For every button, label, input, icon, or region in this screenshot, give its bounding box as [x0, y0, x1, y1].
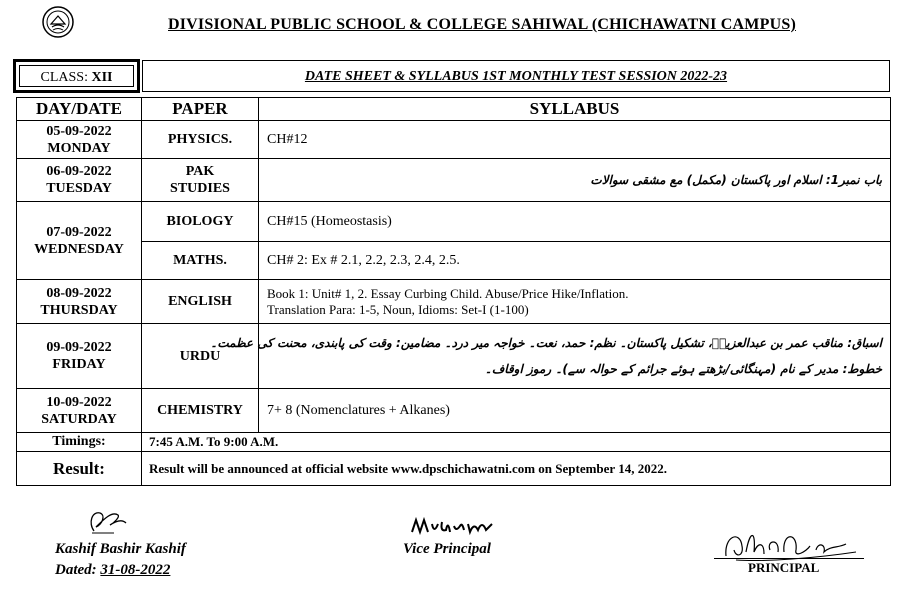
timings-label: Timings:: [17, 433, 142, 452]
table-row: [17, 389, 891, 433]
class-value: XII: [91, 70, 113, 85]
day-date-cell: 07-09-2022 WEDNESDAY: [17, 202, 142, 280]
header-paper: PAPER: [142, 98, 259, 121]
syllabus-cell: 7+ 8 (Nomenclatures + Alkanes): [259, 389, 891, 433]
syllabus-cell: CH#12: [259, 121, 891, 159]
table-row: [17, 324, 891, 389]
date-sheet-title: DATE SHEET & SYLLABUS 1ST MONTHLY TEST SESSION 2022-23: [142, 60, 890, 92]
paper-cell: MATHS.: [142, 242, 259, 280]
syllabus-cell-urdu: اسباق: مناقب عمر بن عبدالعزیزؒ، تشکیل پاکستان۔ نظم: حمد، نعت۔ خواجہ میر درد۔ مضامین: وقت کی پابندی، محنت کی عظمت۔ خطوط: مدیر کے نام (مہنگائی/بڑھتے ہوئے جرائم کے حوالہ سے)۔ رموز اوقاف۔: [259, 324, 891, 389]
table-row: [17, 242, 891, 280]
day-date-cell: 09-09-2022 FRIDAY: [17, 324, 142, 389]
table-row: [17, 121, 891, 159]
paper-cell: ENGLISH: [142, 280, 259, 324]
paper-cell: CHEMISTRY: [142, 389, 259, 433]
syllabus-cell: CH#15 (Homeostasis): [259, 202, 891, 242]
vice-principal-title: Vice Principal: [403, 541, 491, 557]
result-row: [17, 452, 891, 486]
dated-label: Dated:: [55, 562, 97, 578]
table-row: [17, 202, 891, 242]
signature-kashif-icon: [84, 505, 130, 537]
timings-value: 7:45 A.M. To 9:00 A.M.: [142, 433, 891, 452]
syllabus-cell: CH# 2: Ex # 2.1, 2.2, 2.3, 2.4, 2.5.: [259, 242, 891, 280]
table-row: [17, 159, 891, 202]
dated-value: 31-08-2022: [100, 562, 171, 578]
class-box: [13, 59, 140, 93]
principal-signature-line: [714, 558, 864, 559]
result-label: Result:: [17, 452, 142, 486]
school-name: DIVISIONAL PUBLIC SCHOOL & COLLEGE SAHIWAL (CHICHAWATNI CAMPUS): [168, 16, 796, 33]
syllabus-cell-urdu: باب نمبر1: اسلام اور پاکستان (مکمل) مع مشقی سوالات: [259, 159, 891, 202]
signature-vice-principal-icon: [408, 512, 508, 542]
day-date-cell: 08-09-2022 THURSDAY: [17, 280, 142, 324]
class-box-inner: [19, 65, 134, 87]
day-date-cell: 06-09-2022 TUESDAY: [17, 159, 142, 202]
signatory-name: Kashif Bashir Kashif: [55, 541, 186, 557]
header-syllabus: SYLLABUS: [259, 98, 891, 121]
principal-title: PRINCIPAL: [748, 560, 820, 575]
table-row: [17, 280, 891, 324]
paper-cell: PAK STUDIES: [142, 159, 259, 202]
school-logo-icon: [42, 6, 74, 38]
dated-line: [55, 562, 170, 579]
day-date-cell: 10-09-2022 SATURDAY: [17, 389, 142, 433]
table-header-row: [17, 98, 891, 121]
day-date-cell: 05-09-2022 MONDAY: [17, 121, 142, 159]
syllabus-cell: Book 1: Unit# 1, 2. Essay Curbing Child. Abuse/Price Hike/Inflation. Translation Para: 1-5, Noun, Idioms: Set-I (1-100): [259, 280, 891, 324]
timings-row: [17, 433, 891, 452]
header-day-date: DAY/DATE: [17, 98, 142, 121]
paper-cell: URDU: [142, 324, 259, 389]
class-label: CLASS:: [40, 70, 88, 85]
paper-cell: PHYSICS.: [142, 121, 259, 159]
date-sheet-table: [16, 97, 891, 486]
paper-cell: BIOLOGY: [142, 202, 259, 242]
result-value: Result will be announced at official website www.dpschichawatni.com on September 14, 2022.: [142, 452, 891, 486]
